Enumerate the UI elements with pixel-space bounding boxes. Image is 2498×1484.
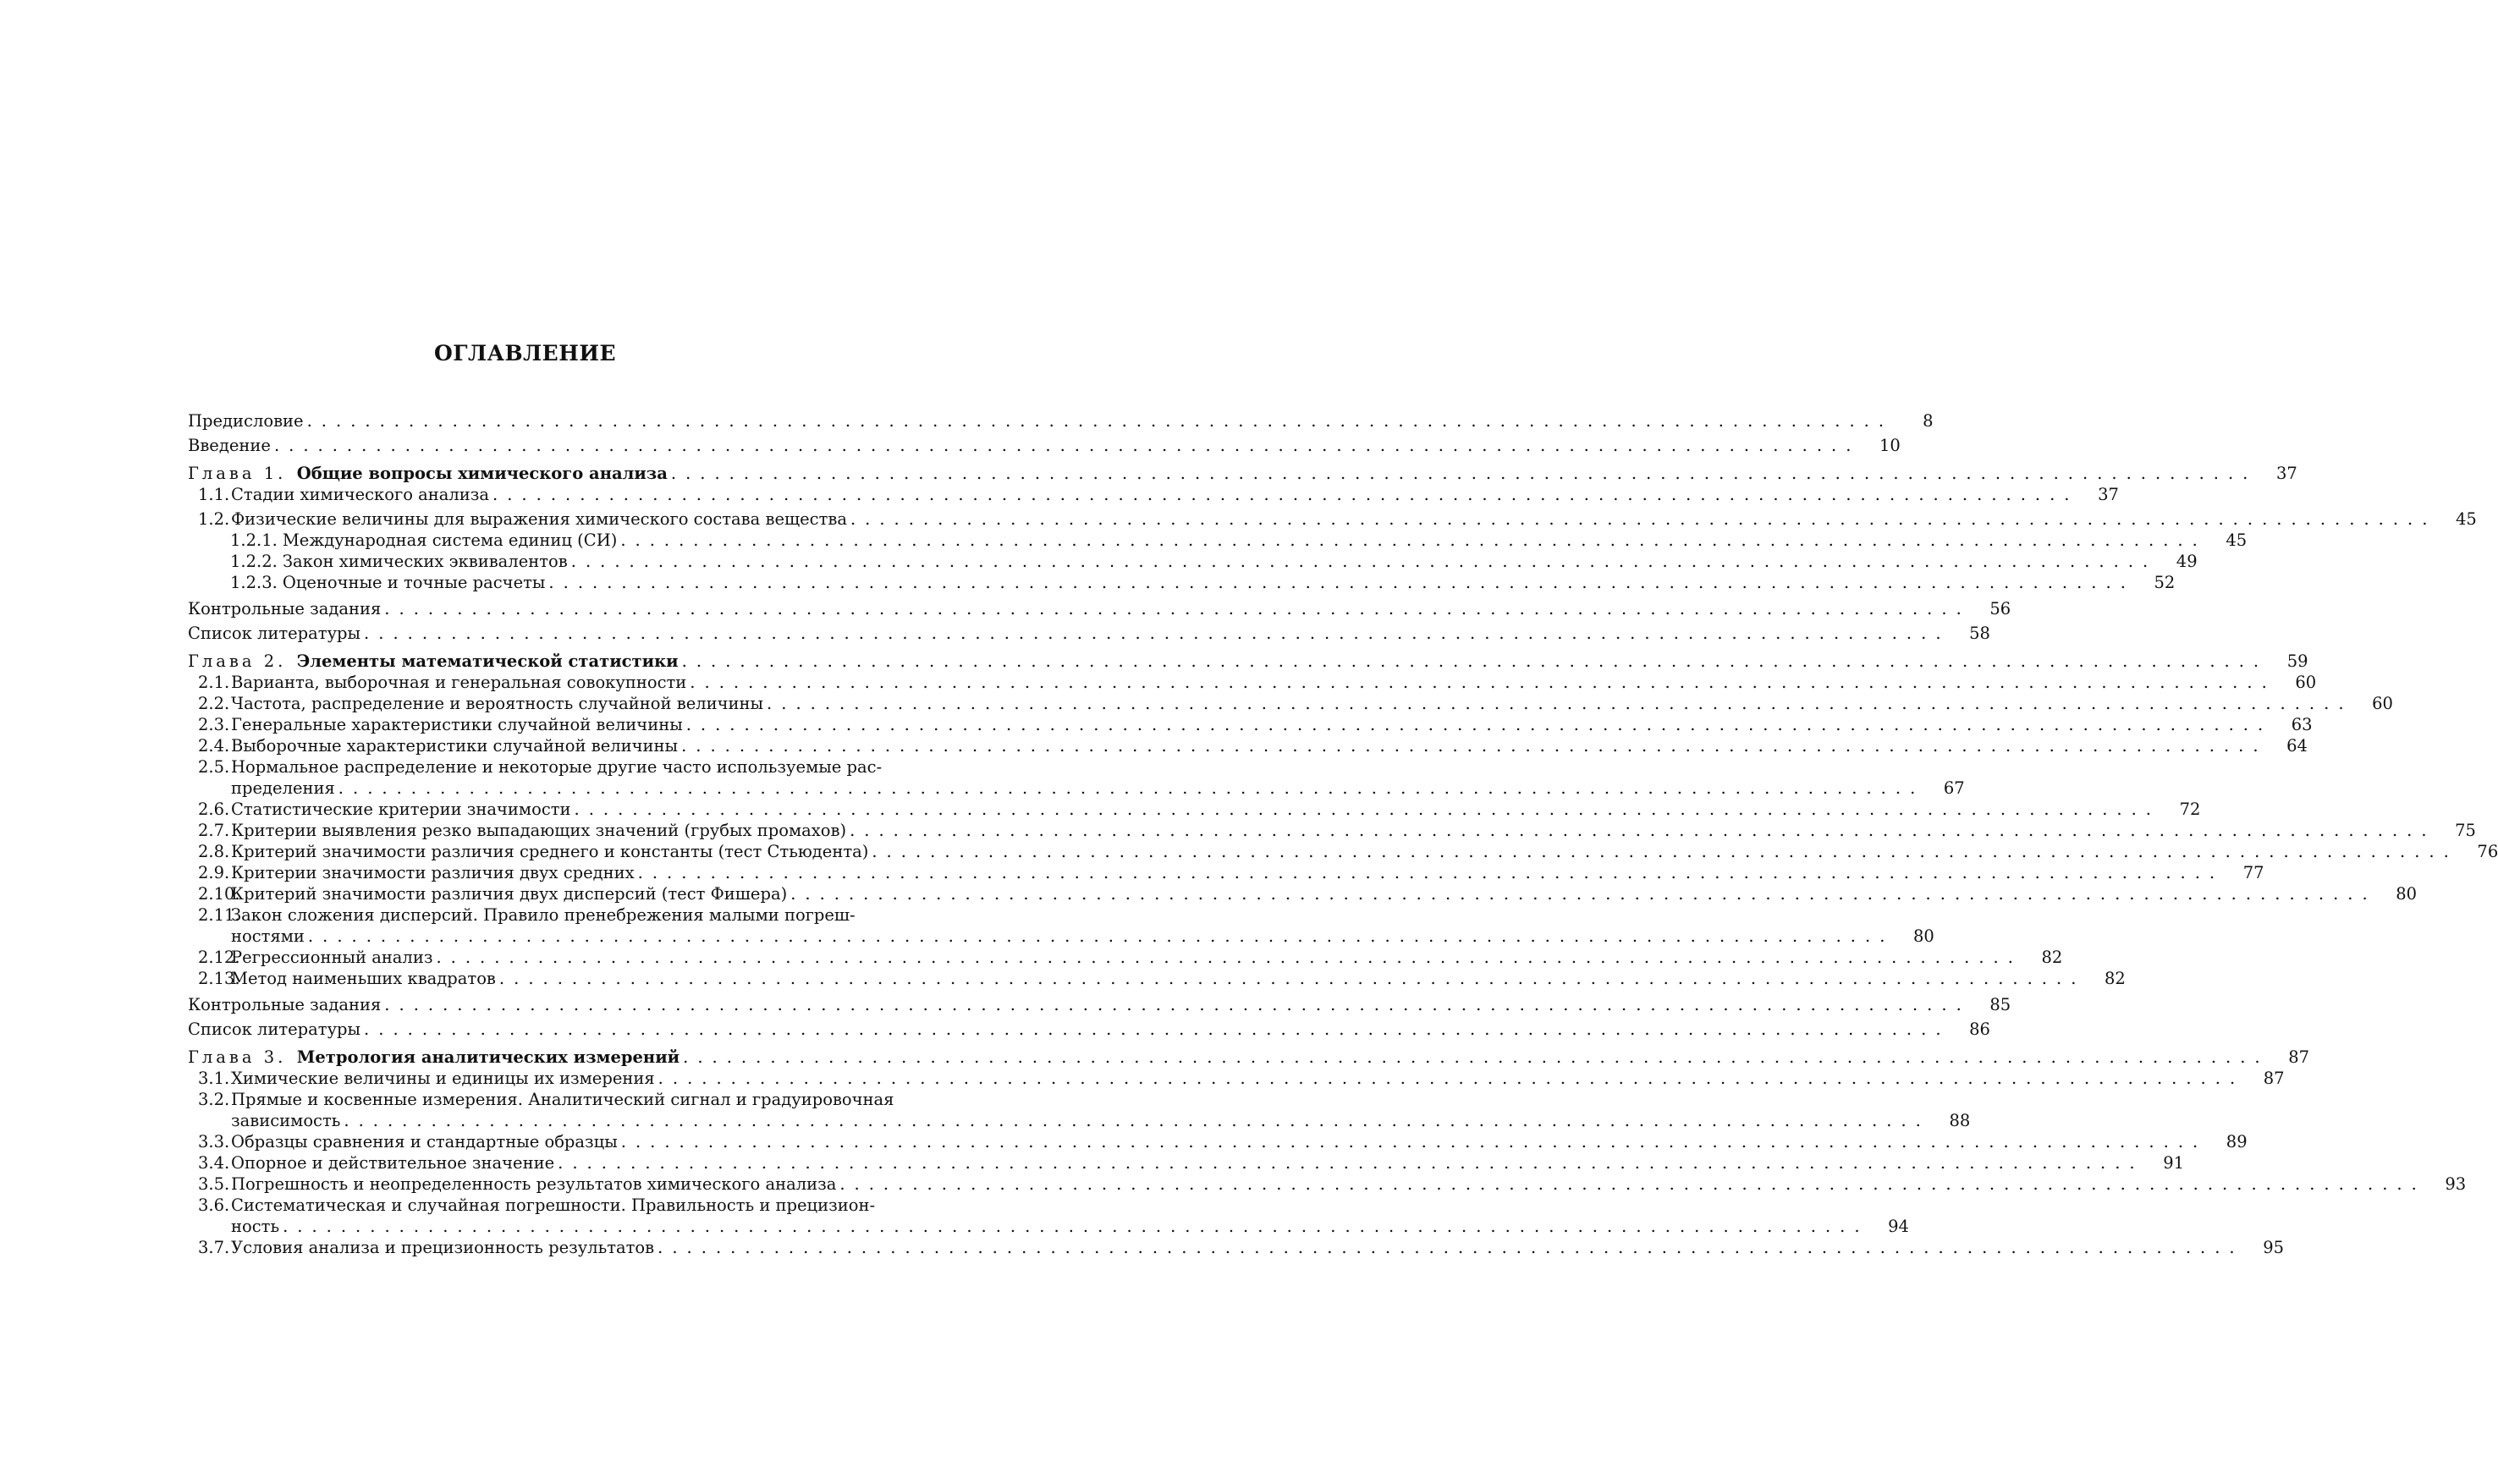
chapter-heading <box>188 651 679 672</box>
leader-dots <box>668 463 2250 484</box>
leader-dots <box>787 883 2369 904</box>
leader-dots <box>655 1068 2237 1089</box>
page-title: ОГЛАВЛЕНИЕ <box>433 341 617 366</box>
entry-text: Введение <box>188 436 271 455</box>
entry-text: Условия анализа и прецизионность результатов <box>231 1238 655 1257</box>
entry-text: Физические величины для выражения химического состава вещества <box>231 509 847 529</box>
page-number: 64 <box>2286 736 2308 756</box>
page-number: 93 <box>2445 1174 2467 1194</box>
page-number: 95 <box>2263 1238 2285 1257</box>
section-number: 3.6. <box>198 1195 230 1215</box>
entry-text: Закон сложения дисперсий. Правило пренебрежения малыми погреш- <box>231 905 856 925</box>
section-number: 3.5. <box>198 1174 230 1194</box>
page-number: 72 <box>2179 800 2201 819</box>
leader-dots <box>571 799 2154 820</box>
toc-entry-control-tasks-1[interactable] <box>188 598 2011 619</box>
entry-text: Стадии химического анализа <box>231 485 490 504</box>
section-number: 1.2.3. <box>230 573 278 592</box>
entry-text-continued: ность <box>231 1217 280 1236</box>
toc-section-2-9[interactable] <box>188 862 2264 883</box>
toc-chapter-2[interactable] <box>188 651 2308 672</box>
entry-text: Международная система единиц (СИ) <box>282 530 618 550</box>
toc-entry-literature-1[interactable] <box>188 623 1990 644</box>
leader-dots <box>654 1237 2237 1258</box>
entry-text: Список литературы <box>188 624 361 643</box>
section-number: 2.6. <box>198 800 230 819</box>
page-number: 75 <box>2455 821 2476 840</box>
leader-dots <box>683 714 2265 735</box>
entry-text: Метод наименьших квадратов <box>231 969 496 988</box>
page-number: 85 <box>1989 995 2011 1014</box>
entry-text: Химические величины и единицы их измерения <box>231 1069 655 1088</box>
section-number: 2.11. <box>198 905 240 925</box>
toc-section-3-3[interactable] <box>188 1131 2248 1152</box>
leader-dots <box>847 508 2429 530</box>
toc-section-2-13[interactable] <box>188 968 2126 989</box>
entry-text: Контрольные задания <box>188 995 382 1014</box>
entry-text: Генеральные характеристики случайной величины <box>231 715 683 734</box>
toc-section-3-1[interactable] <box>188 1068 2285 1089</box>
leader-dots <box>679 651 2261 672</box>
toc-section-2-11-continuation[interactable] <box>188 926 1934 947</box>
chapter-heading <box>188 1047 680 1068</box>
toc-section-1-2-3[interactable] <box>188 572 2176 593</box>
toc-entry-literature-2[interactable] <box>188 1019 1990 1040</box>
page-number: 56 <box>1989 599 2011 618</box>
page-number: 10 <box>1879 436 1901 455</box>
leader-dots <box>763 693 2346 714</box>
page-number: 86 <box>1969 1020 1990 1039</box>
chapter-label: Глава 1. <box>188 464 287 483</box>
toc-section-2-6[interactable] <box>188 799 2201 820</box>
toc-section-1-2[interactable] <box>188 508 2477 530</box>
toc-section-3-7[interactable] <box>188 1237 2285 1258</box>
entry-text: Критерий значимости различия среднего и константы (тест Стьюдента) <box>231 842 869 861</box>
section-number: 3.3. <box>198 1132 230 1151</box>
toc-section-2-12[interactable] <box>188 947 2063 968</box>
toc-section-2-7[interactable] <box>188 820 2476 841</box>
entry-text: Выборочные характеристики случайной величины <box>231 736 679 756</box>
section-number: 1.2.1. <box>230 530 278 550</box>
leader-dots <box>271 435 1853 456</box>
chapter-label: Глава 3. <box>188 1047 287 1067</box>
toc-section-1-2-1[interactable] <box>188 530 2248 551</box>
leader-dots <box>680 1047 2262 1068</box>
chapter-title: Элементы математической статистики <box>296 651 679 671</box>
entry-text: Закон химических эквивалентов <box>282 552 568 571</box>
leader-dots <box>545 572 2127 593</box>
page-number: 58 <box>1969 624 1990 643</box>
entry-text: Критерии значимости различия двух средних <box>231 863 635 882</box>
page-number: 59 <box>2286 651 2308 671</box>
section-number: 2.9. <box>198 863 230 882</box>
entry-text: Опорное и действительное значение <box>231 1153 555 1173</box>
leader-dots <box>618 1131 2200 1152</box>
toc-section-3-2-continuation[interactable] <box>188 1110 1971 1131</box>
toc-section-2-2[interactable] <box>188 693 2393 714</box>
page-number: 49 <box>2176 552 2198 571</box>
entry-text: Частота, распределение и вероятность случайной величины <box>231 694 764 713</box>
toc-section-1-2-2[interactable] <box>188 551 2198 572</box>
entry-text-continued: ностями <box>231 926 305 946</box>
chapter-title: Метрология аналитических измерений <box>296 1047 680 1067</box>
section-number: 2.3. <box>198 715 230 734</box>
toc-section-2-5-continuation[interactable] <box>188 778 1965 799</box>
page-number: 63 <box>2291 715 2313 734</box>
leader-dots <box>381 598 1963 619</box>
section-number: 2.8. <box>198 842 230 861</box>
section-number: 2.12. <box>198 948 240 967</box>
toc-section-2-3[interactable] <box>188 714 2313 735</box>
leader-dots <box>836 1173 2418 1195</box>
toc-chapter-3[interactable] <box>188 1047 2310 1068</box>
section-number: 3.7. <box>198 1238 230 1257</box>
section-number: 3.4. <box>198 1153 230 1173</box>
toc-entry-intro[interactable] <box>188 435 1901 456</box>
leader-dots <box>617 530 2199 551</box>
section-number: 2.13. <box>198 969 240 988</box>
toc-chapter-1[interactable] <box>188 463 2297 484</box>
leader-dots <box>496 968 2078 989</box>
entry-text: Критерии выявления резко выпадающих значений (грубых промахов) <box>231 821 847 840</box>
page-number: 45 <box>2226 530 2248 550</box>
entry-text: Образцы сравнения и стандартные образцы <box>231 1132 618 1151</box>
entry-text: Контрольные задания <box>188 599 382 618</box>
leader-dots <box>340 1110 1923 1131</box>
table-of-contents <box>188 410 2498 1258</box>
leader-dots <box>868 841 2451 862</box>
page-number: 80 <box>1912 926 1934 946</box>
page-number: 82 <box>2041 948 2063 967</box>
toc-section-3-2[interactable] <box>188 1089 894 1110</box>
page-number: 76 <box>2477 842 2498 861</box>
toc-section-3-6-continuation[interactable] <box>188 1216 1909 1237</box>
entry-text: Варианта, выборочная и генеральная совокупности <box>231 673 687 692</box>
toc-section-2-1[interactable] <box>188 672 2317 693</box>
entry-text: Систематическая и случайная погрешности. Правильность и прецизион- <box>231 1195 876 1215</box>
toc-section-2-8[interactable] <box>188 841 2498 862</box>
page-number: 87 <box>2288 1047 2310 1067</box>
toc-section-3-4[interactable] <box>188 1152 2185 1173</box>
leader-dots <box>360 1019 1943 1040</box>
toc-section-2-10[interactable] <box>188 883 2418 904</box>
section-number: 3.1. <box>198 1069 230 1088</box>
entry-text: Регрессионный анализ <box>231 948 433 967</box>
page-number: 82 <box>2104 969 2126 988</box>
leader-dots <box>381 994 1963 1015</box>
leader-dots <box>554 1152 2137 1173</box>
toc-section-2-5[interactable] <box>188 756 883 778</box>
chapter-label: Глава 2. <box>188 651 287 671</box>
page-number: 87 <box>2263 1069 2285 1088</box>
page-number: 45 <box>2456 509 2477 529</box>
leader-dots <box>635 862 2217 883</box>
page-number: 52 <box>2154 573 2176 592</box>
page-number: 60 <box>2295 673 2317 692</box>
page-number: 88 <box>1949 1111 1971 1130</box>
toc-section-3-6[interactable] <box>188 1195 876 1216</box>
section-number: 1.2. <box>198 509 230 529</box>
page-number: 77 <box>2242 863 2264 882</box>
section-number: 1.1. <box>198 485 230 504</box>
page-number: 37 <box>2275 464 2297 483</box>
section-number: 3.2. <box>198 1090 230 1109</box>
leader-dots <box>304 410 1886 431</box>
leader-dots <box>279 1216 1862 1237</box>
leader-dots <box>305 926 1887 947</box>
toc-section-3-5[interactable] <box>188 1173 2467 1195</box>
page-number: 80 <box>2396 884 2418 904</box>
section-number: 1.2.2. <box>230 552 278 571</box>
entry-text: Список литературы <box>188 1020 361 1039</box>
leader-dots <box>846 820 2429 841</box>
page-number: 37 <box>2098 485 2119 504</box>
leader-dots <box>360 623 1943 644</box>
page-number: 60 <box>2372 694 2393 713</box>
section-number: 2.10. <box>198 884 240 904</box>
leader-dots <box>432 947 2015 968</box>
entry-text: Нормальное распределение и некоторые другие часто используемые рас- <box>231 757 883 777</box>
entry-text: Прямые и косвенные измерения. Аналитический сигнал и градуировочная <box>231 1090 894 1109</box>
leader-dots <box>678 735 2260 756</box>
section-number: 2.4. <box>198 736 230 756</box>
leader-dots <box>686 672 2269 693</box>
page-number: 94 <box>1888 1217 1909 1236</box>
toc-section-2-11[interactable] <box>188 904 856 926</box>
chapter-title: Общие вопросы химического анализа <box>296 464 668 483</box>
entry-text-continued: зависимость <box>231 1111 341 1130</box>
section-number: 2.2. <box>198 694 230 713</box>
chapter-heading <box>188 463 668 484</box>
entry-text: Предисловие <box>188 411 304 431</box>
leader-dots <box>335 778 1918 799</box>
page-number: 8 <box>1923 411 1934 431</box>
toc-section-1-1[interactable] <box>188 484 2119 505</box>
section-number: 2.1. <box>198 673 230 692</box>
toc-entry-control-tasks-2[interactable] <box>188 994 2011 1015</box>
section-number: 2.7. <box>198 821 230 840</box>
page-number: 67 <box>1943 778 1965 798</box>
page-number: 91 <box>2163 1153 2185 1173</box>
toc-section-2-4[interactable] <box>188 735 2308 756</box>
entry-text: Статистические критерии значимости <box>231 800 571 819</box>
entry-text: Погрешность и неопределенность результатов химического анализа <box>231 1174 837 1194</box>
toc-entry-preface[interactable] <box>188 410 1934 431</box>
leader-dots <box>568 551 2150 572</box>
page-number: 89 <box>2226 1132 2248 1151</box>
section-number: 2.5. <box>198 757 230 777</box>
entry-text-continued: пределения <box>231 778 335 798</box>
leader-dots <box>489 484 2072 505</box>
entry-text: Оценочные и точные расчеты <box>282 573 546 592</box>
entry-text: Критерий значимости различия двух дисперсий (тест Фишера) <box>231 884 788 904</box>
